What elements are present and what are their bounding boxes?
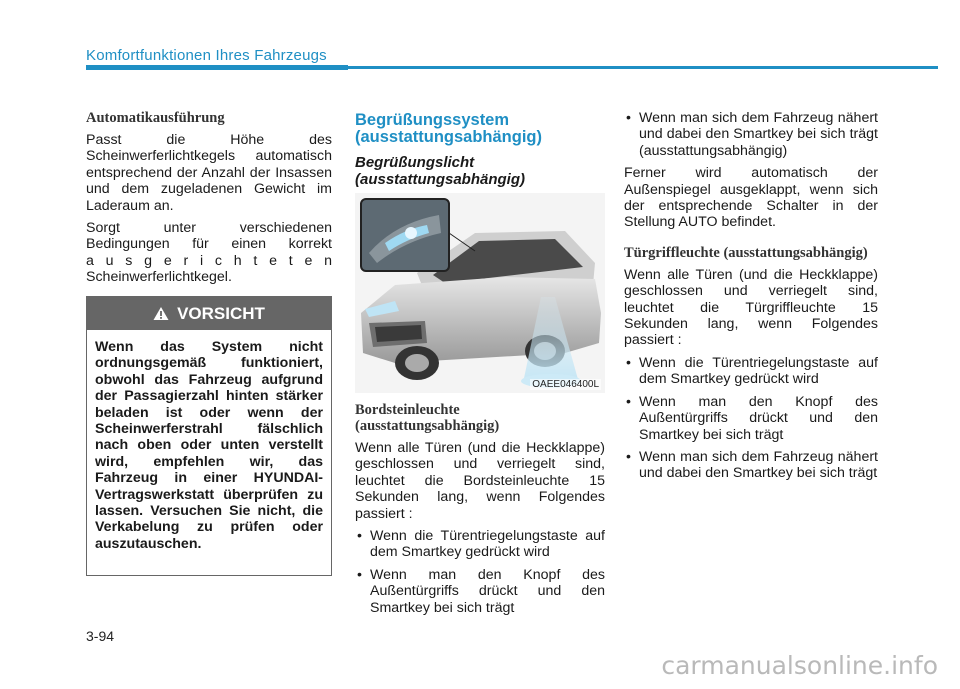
caution-header — [87, 297, 331, 330]
list-item: • Wenn man sich dem Fahrzeug nähert und dabei den Smartkey bei sich trägt — [624, 449, 878, 482]
curb-light-list — [355, 528, 605, 616]
warning-triangle-icon — [153, 306, 169, 321]
header-rule-accent — [86, 65, 348, 70]
paragraph-automatic-1: Passt die Höhe des Scheinwerferlichtkegels automatisch entsprechend der Anzahl der Insassen und dem zugeladenen Gewicht im Laderaum an. — [86, 132, 332, 214]
welcome-light-list-continued — [624, 110, 878, 159]
column-right — [624, 110, 878, 488]
door-handle-light-list — [624, 355, 878, 482]
paragraph-curb-light: Wenn alle Türen (und die Heckklappe) geschlossen und verriegelt sind, leuchtet die Bordsteinleuchte 15 Sekunden lang, wenn Folgendes passiert : — [355, 440, 605, 522]
section-heading-door-handle-light: Türgriffleuchte (ausstattungsabhängig) — [624, 244, 868, 261]
car-illustration — [355, 193, 605, 393]
figure-code: OAEE046400L — [532, 379, 599, 390]
column-left — [86, 110, 332, 286]
paragraph-automatic-2: Sorgt unter verschiedenen Bedingungen für einen korrekt a u s g e r i c h t e t e n Scheinwerferlichtkegel. — [86, 220, 332, 286]
list-item: • Wenn man sich dem Fahrzeug nähert und dabei den Smartkey bei sich trägt (ausstattungsabhängig) — [624, 110, 878, 159]
column-middle-lower — [355, 402, 605, 622]
list-item: • Wenn man den Knopf des Außentürgriffs drückt und den Smartkey bei sich trägt — [355, 567, 605, 616]
list-item: • Wenn die Türentriegelungstaste auf dem Smartkey gedrückt wird — [624, 355, 878, 388]
caution-text: Wenn das System nicht ordnungsgemäß funktioniert, obwohl das Fahrzeug aufgrund der Passagierzahl hinten stärker beladen ist oder wenn der Scheinwerferstrahl fälschlich nach oben oder unten verstellt wird, empfehlen wir, das Fahrzeug in einer HYUNDAI-Vertragswerkstatt überprüfen zu lassen. Versuchen Sie nicht, die Verkabelung zu prüfen oder auszutauschen. — [95, 339, 323, 552]
page-number: 3-94 — [86, 628, 115, 644]
list-item: • Wenn man den Knopf des Außentürgriffs drückt und den Smartkey bei sich trägt — [624, 394, 878, 443]
list-item: • Wenn die Türentriegelungstaste auf dem Smartkey gedrückt wird — [355, 528, 605, 561]
column-middle — [355, 110, 605, 196]
section-heading-automatic: Automatikausführung — [86, 110, 225, 126]
watermark: carmanualsonline.info — [661, 651, 938, 680]
paragraph-mirror: Ferner wird automatisch der Außenspiegel ausgeklappt, wenn sich der entsprechende Schalter in der Stellung AUTO befindet. — [624, 165, 878, 231]
caution-box — [86, 296, 332, 576]
caution-label: VORSICHT — [177, 303, 265, 323]
section-heading-curb-light: Bordsteinleuchte (ausstattungsabhängig) — [355, 402, 500, 434]
paragraph-door-handle-light: Wenn alle Türen (und die Heckklappe) geschlossen und verriegelt sind, leuchtet die Türgriffleuchte 15 Sekunden lang, wenn Folgendes passiert : — [624, 266, 878, 349]
section-heading-welcome: Begrüßungssystem (ausstattungsabhängig) — [355, 111, 543, 146]
car-illustration-graphic — [355, 193, 605, 393]
chapter-title: Komfortfunktionen Ihres Fahrzeugs — [86, 47, 327, 64]
subheading-welcome-light: Begrüßungslicht (ausstattungsabhängig) — [355, 154, 526, 188]
